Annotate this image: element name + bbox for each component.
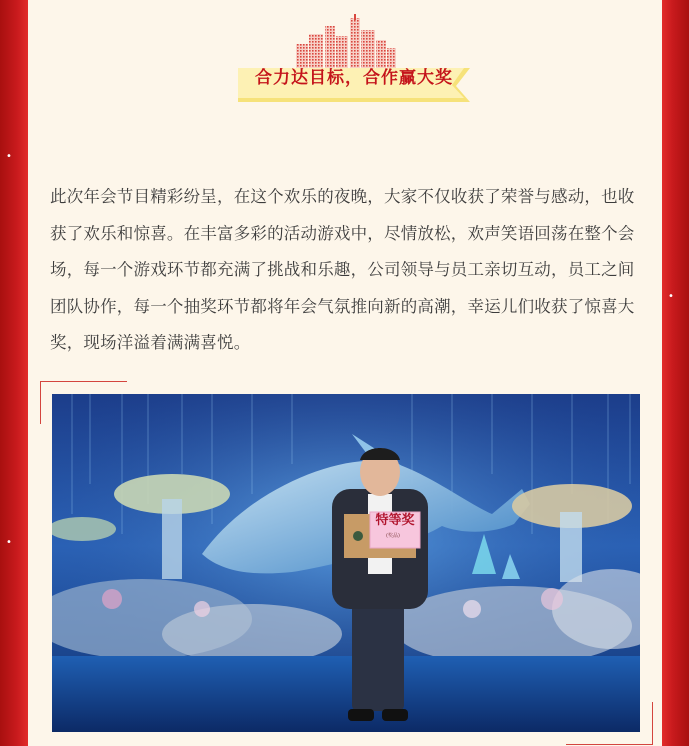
paragraph-line: 获了欢乐和惊喜。在丰富多彩的活动游戏中，尽情放松，欢声笑语回荡在整个会 bbox=[50, 223, 635, 243]
paragraph-line: 奖，现场洋溢着满满喜悦。 bbox=[50, 333, 251, 352]
paragraph-line: 团队协作，每一个抽奖环节都将年会气氛推向新的高潮，幸运儿们收获了惊喜大 bbox=[50, 296, 635, 316]
border-ornament-icon: • bbox=[6, 537, 12, 548]
stage-scene-illustration bbox=[52, 394, 640, 732]
section-title: 合力达目标，合作赢大奖 bbox=[255, 68, 453, 88]
event-photo bbox=[52, 394, 640, 732]
left-red-border bbox=[0, 0, 28, 746]
prize-sign-label: 特等奖 bbox=[375, 513, 415, 528]
section-header bbox=[0, 0, 689, 110]
right-red-border bbox=[662, 0, 689, 746]
paragraph-line: 场，每一个游戏环节都充满了挑战和乐趣，公司领导与员工亲切互动，员工之间 bbox=[50, 260, 635, 279]
border-ornament-icon: • bbox=[6, 151, 12, 162]
article-paragraph bbox=[50, 179, 644, 362]
border-ornament-icon: • bbox=[668, 291, 674, 302]
prize-sign-subtext: (奖品) bbox=[386, 533, 400, 539]
paragraph-line: 此次年会节目精彩纷呈，在这个欢乐的夜晚，大家不仅收获了荣誉与感动，也收 bbox=[50, 187, 635, 206]
